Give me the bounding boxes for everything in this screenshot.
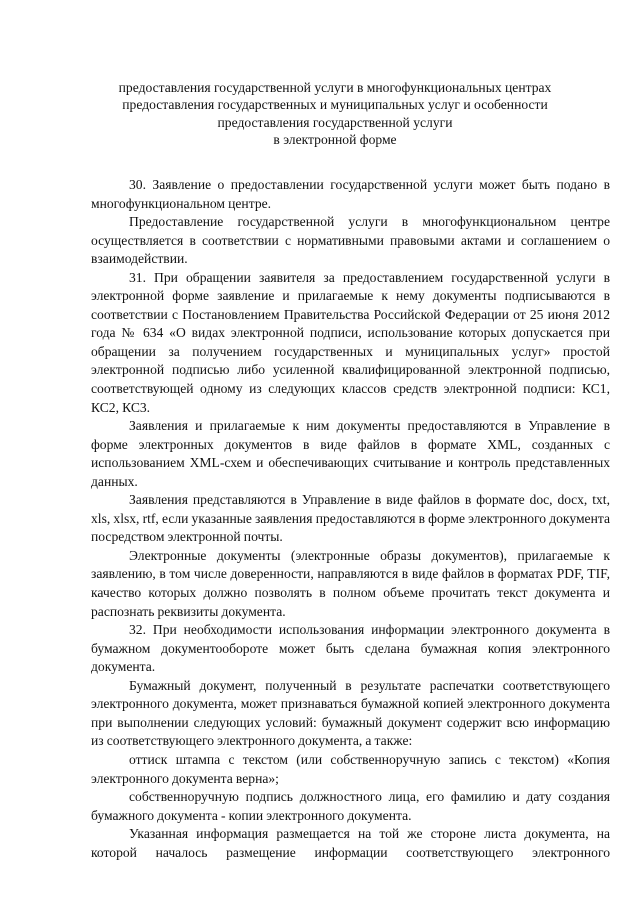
section-heading bbox=[60, 79, 610, 148]
heading-line: в электронной форме bbox=[273, 131, 397, 147]
heading-line: предоставления государственной услуги в многофункциональных центрах bbox=[118, 80, 552, 95]
paragraph-electronic-images: Электронные документы (электронные образы документов), прилагаемые к заявлению, в том числе доверенности, направляются в виде файлов в форматах PDF, TIF, качество которых должно позволять в полном объеме прочитать текст документа и распознать реквизиты документа. bbox=[91, 547, 610, 619]
paragraph-31: 31. При обращении заявителя за предоставлением государственной услуги в электронной форме заявление и прилагаемые к нему документы подписываются в соответствии с Постановлением Правительства Российской Федерации от 25 июня 2012 года № 634 «О видах электронной подписи, использование которых допускается при обращении за получением государственных и муниципальных услуг» простой электронной подписью либо усиленной квалифицированной электронной подписью, соответствующей одному из следующих классов средств электронной подписи: КС1, КС2, КС3. bbox=[91, 269, 610, 415]
paragraph-paper-copy: Бумажный документ, полученный в результате распечатки соответствующего электронного документа, может признаваться бумажной копией электронного документа при выполнении следующих условий: бумажный документ содержит всю информацию из соответствующего электронного документа, а также: bbox=[91, 677, 610, 749]
paragraph-file-formats: Заявления представляются в Управление в виде файлов в формате doc, docx, txt, xls, xlsx, rtf, если указанные заявления предоставляются в форме электронного документа посредством электронной почты. bbox=[91, 492, 610, 545]
heading-line: предоставления государственной услуги bbox=[217, 114, 453, 130]
paragraph-30: 30. Заявление о предоставлении государственной услуги может быть подано в многофункциональном центре. bbox=[91, 177, 610, 211]
paragraph-mfc-provision: Предоставление государственной услуги в многофункциональном центре осуществляется в соответствии с нормативными правовыми актами и соглашением о взаимодействии. bbox=[91, 214, 610, 267]
paragraph-signature: собственноручную подпись должностного лица, его фамилию и дату создания бумажного документа - копии электронного документа. bbox=[91, 789, 610, 823]
heading-line: предоставления государственных и муниципальных услуг и особенности bbox=[122, 97, 548, 113]
paragraph-32: 32. При необходимости использования информации электронного документа в бумажном документообороте может быть сделана бумажная копия электронного документа. bbox=[91, 622, 610, 675]
paragraph-placement: Указанная информация размещается на той же стороне листа документа, на которой началось размещение информации соответствующего электронного bbox=[91, 826, 610, 860]
paragraph-stamp: оттиск штампа с текстом (или собственноручную запись с текстом) «Копия электронного документа верна»; bbox=[91, 751, 610, 786]
paragraph-xml-format: Заявления и прилагаемые к ним документы предоставляются в Управление в форме электронных документов в виде файлов в формате XML, созданных с использованием XML-схем и обеспечивающих считывание и контроль представленных данных. bbox=[91, 418, 610, 489]
document-body bbox=[91, 176, 610, 862]
